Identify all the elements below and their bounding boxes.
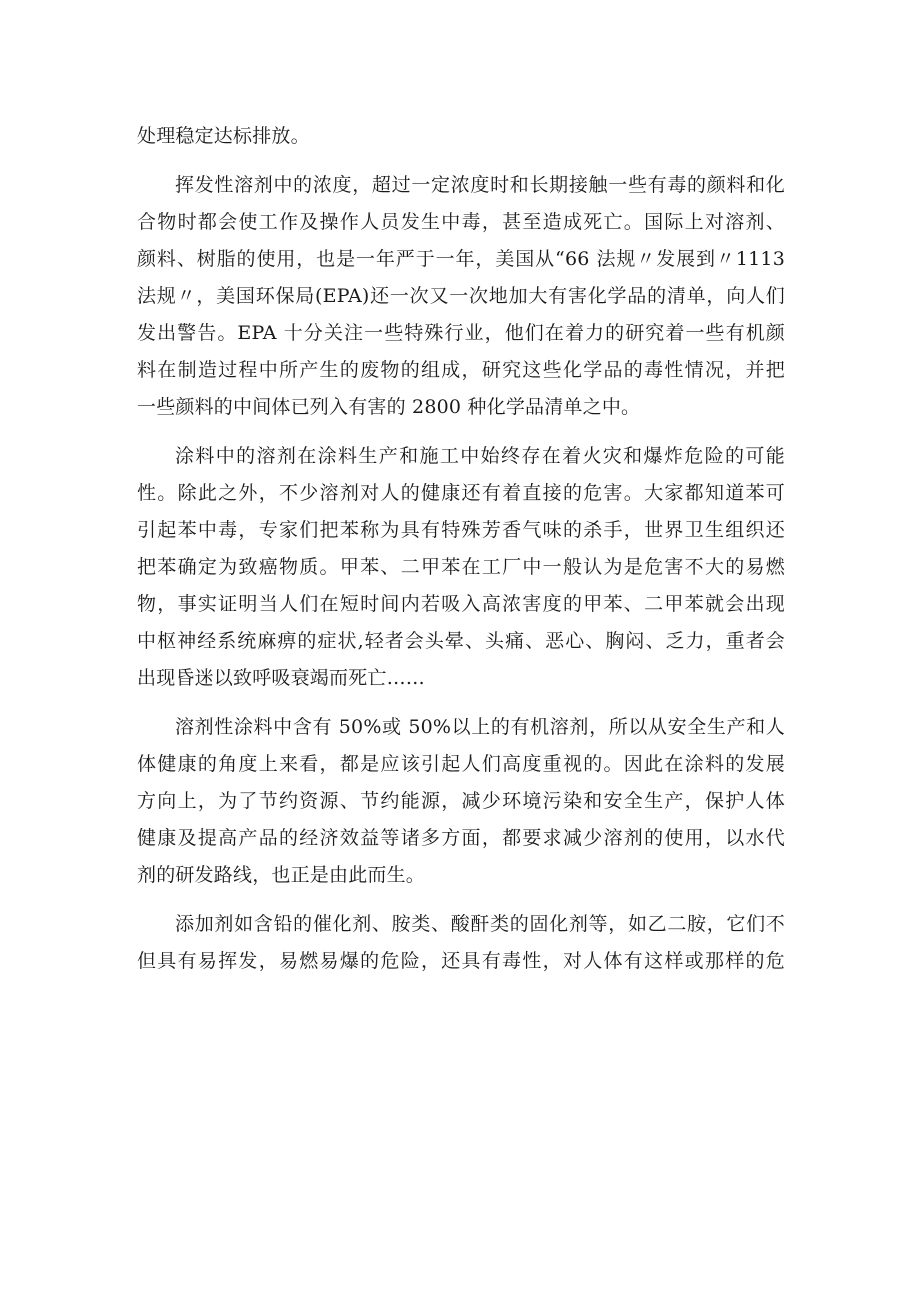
text-line: 法规〃，美国环保局(EPA)还一次又一次地加大有害化学品的清单，向人们	[137, 285, 785, 307]
text-line: 物，事实证明当人们在短时间内若吸入高浓害度的甲苯、二甲苯就会出现	[137, 593, 785, 615]
text-line: 剂的研发路线，也正是由此而生。	[137, 864, 426, 886]
paragraph-1	[137, 118, 785, 155]
text-line: 合物时都会使工作及操作人员发生中毒，甚至造成死亡。国际上对溶剂、	[137, 211, 785, 233]
text-line: 把苯确定为致癌物质。甲苯、二甲苯在工厂中一般认为是危害不大的易燃	[137, 556, 785, 578]
text-line: 处理稳定达标排放。	[137, 125, 310, 147]
text-line: 发出警告。EPA 十分关注一些特殊行业，他们在着力的研究着一些有机颜	[137, 322, 785, 344]
text-line: 料在制造过程中所产生的废物的组成，研究这些化学品的毒性情况，并把	[137, 359, 785, 381]
text-line: 出现昏迷以致呼吸衰竭而死亡……	[137, 667, 426, 689]
paragraph-2	[137, 167, 785, 426]
text-line: 溶剂性涂料中含有 50%或 50%以上的有机溶剂，所以从安全生产和人	[175, 716, 785, 738]
text-line: 添加剂如含铅的催化剂、胺类、酸酐类的固化剂等，如乙二胺，它们不	[175, 913, 785, 935]
text-line: 引起苯中毒，专家们把苯称为具有特殊芳香气味的杀手，世界卫生组织还	[137, 519, 785, 541]
text-line: 但具有易挥发，易燃易爆的危险，还具有毒性，对人体有这样或那样的危	[137, 950, 785, 972]
paragraph-4	[137, 709, 785, 894]
text-line: 颜料、树脂的使用，也是一年严于一年，美国从“66 法规〃发展到〃1113	[137, 248, 785, 270]
text-line: 健康及提高产品的经济效益等诸多方面，都要求减少溶剂的使用，以水代	[137, 827, 785, 849]
text-line: 中枢神经系统麻痹的症状,轻者会头晕、头痛、恶心、胸闷、乏力，重者会	[137, 630, 785, 652]
text-line: 涂料中的溶剂在涂料生产和施工中始终存在着火灾和爆炸危险的可能	[175, 445, 785, 467]
text-line: 方向上，为了节约资源、节约能源，减少环境污染和安全生产，保护人体	[137, 790, 785, 812]
text-line: 一些颜料的中间体已列入有害的 2800 种化学品清单之中。	[137, 396, 641, 418]
paragraph-5	[137, 906, 785, 980]
text-line: 挥发性溶剂中的浓度，超过一定浓度时和长期接触一些有毒的颜料和化	[175, 174, 785, 196]
text-line: 体健康的角度上来看，都是应该引起人们高度重视的。因此在涂料的发展	[137, 753, 785, 775]
document-body	[137, 118, 785, 992]
text-line: 性。除此之外，不少溶剂对人的健康还有着直接的危害。大家都知道苯可	[137, 482, 785, 504]
paragraph-3	[137, 438, 785, 697]
